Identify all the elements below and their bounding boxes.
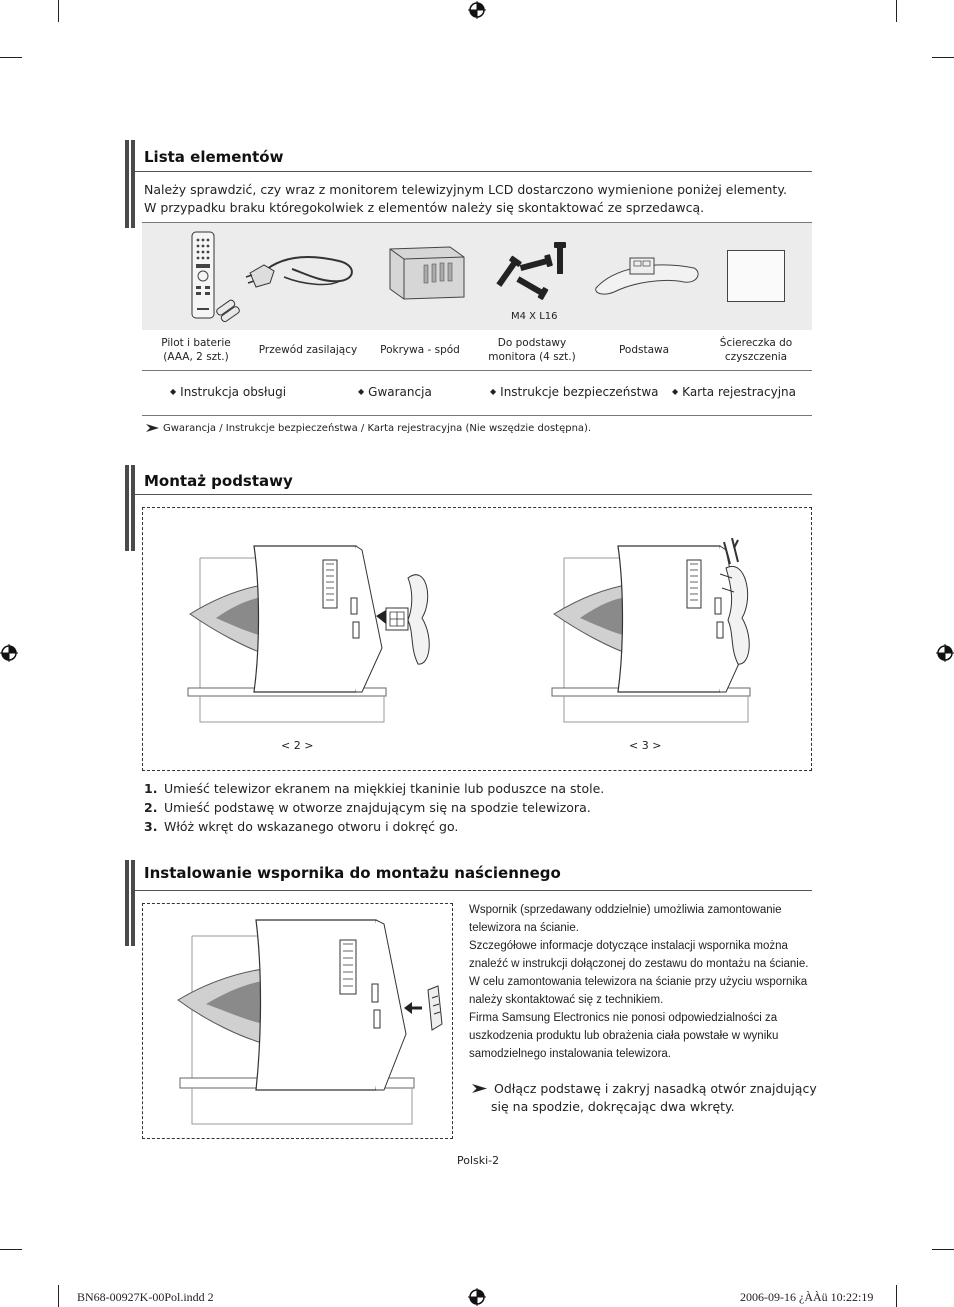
diamond-bullet-icon: ◆ xyxy=(672,387,679,396)
section-title-components: Lista elementów xyxy=(144,148,284,166)
registration-mark-icon xyxy=(936,644,954,662)
part-label-cloth: Ściereczka do czyszczenia xyxy=(719,337,793,363)
cleaning-cloth-icon xyxy=(727,250,785,302)
diamond-bullet-icon: ◆ xyxy=(170,387,177,396)
power-cord-icon xyxy=(244,243,364,293)
arrow-note-icon xyxy=(146,423,160,433)
registration-mark-icon xyxy=(468,1,486,19)
part-label-power-cord: Przewód zasilający xyxy=(258,344,358,356)
page-number: Polski-2 xyxy=(457,1154,500,1167)
step-item: 2. Umieść podstawę w otworze znajdującym się na spodzie telewizora. xyxy=(144,800,591,815)
part-label-screws: Do podstawy monitora (4 szt.) xyxy=(488,337,576,363)
components-intro-line1: Należy sprawdzić, czy wraz z monitorem telewizyjnym LCD dostarczono wymienione poniżej elementy. xyxy=(144,182,787,197)
documents-row xyxy=(142,370,812,416)
parts-illustration-band xyxy=(142,222,812,330)
figure-label-2: < 2 > xyxy=(281,739,314,752)
crop-mark xyxy=(0,1249,22,1250)
doc-item: ◆ Instrukcje bezpieczeństwa xyxy=(490,385,659,399)
stand-icon xyxy=(594,248,704,296)
crop-mark xyxy=(0,57,22,58)
section-marker xyxy=(125,465,135,551)
registration-mark-icon xyxy=(0,644,18,662)
crop-mark xyxy=(896,0,897,22)
doc-item: ◆ Karta rejestracyjna xyxy=(672,385,796,399)
section-rule xyxy=(135,890,812,891)
screw-spec-label: M4 X L16 xyxy=(511,311,558,322)
remote-control-icon xyxy=(186,230,242,322)
crop-mark xyxy=(932,57,954,58)
part-label-remote: Pilot i baterie (AAA, 2 szt.) xyxy=(161,337,231,363)
step-item: 3. Włóż wkręt do wskazanego otworu i dokręć go. xyxy=(144,819,459,834)
doc-item: ◆ Instrukcja obsługi xyxy=(170,385,287,399)
diamond-bullet-icon: ◆ xyxy=(358,387,365,396)
step-item: 1. Umieść telewizor ekranem na miękkiej tkaninie lub poduszce na stole. xyxy=(144,781,605,796)
screws-icon xyxy=(490,240,576,302)
footer-timestamp: 2006-09-16 ¿ÀÀü 10:22:19 xyxy=(740,1290,874,1304)
doc-item: ◆ Gwarancja xyxy=(358,385,432,399)
availability-note: Gwarancja / Instrukcje bezpieczeństwa / Karta rejestracyjna (Nie wszędzie dostępna). xyxy=(163,423,592,434)
part-label-stand: Podstawa xyxy=(618,344,670,356)
bottom-cover-icon xyxy=(384,243,470,301)
stand-screwing-illustration xyxy=(550,538,800,724)
crop-mark xyxy=(58,0,59,22)
part-label-cover: Pokrywa - spód xyxy=(380,344,460,356)
wall-mount-description: Wspornik (sprzedawany oddzielnie) umożliwia zamontowanie telewizora na ścianie. Szczegółowe informacje dotyczące instalacji wspornika można znaleźć w instrukcji dołączonej do zestawu do montażu na ścianie. W celu zamontowania telewizora na ścianie przy użyciu wspornika należy skontaktować się z technikiem. Firma Samsung Electronics nie ponosi odpowiedzialności za uszkodzenia produktu lub obrażenia ciała powstałe w wyniku samodzielnego instalowania telewizora. xyxy=(469,904,809,1060)
footer-filename: BN68-00927K-00Pol.indd 2 xyxy=(77,1290,214,1304)
crop-mark xyxy=(896,1285,897,1307)
figure-label-3: < 3 > xyxy=(629,739,662,752)
section-marker xyxy=(125,140,135,228)
section-title-wall-mount: Instalowanie wspornika do montażu naściennego xyxy=(144,864,561,882)
registration-mark-icon xyxy=(468,1288,486,1306)
wall-note-line2: się na spodzie, dokręcając dwa wkręty. xyxy=(491,1099,735,1114)
components-intro-line2: W przypadku braku któregokolwiek z elementów należy się skontaktować ze sprzedawcą. xyxy=(144,200,705,215)
crop-mark xyxy=(58,1285,59,1307)
section-title-stand: Montaż podstawy xyxy=(144,472,293,490)
arrow-note-icon xyxy=(472,1083,488,1094)
wall-note-line1: Odłącz podstawę i zakryj nasadką otwór znajdujący xyxy=(494,1081,817,1096)
crop-mark xyxy=(932,1249,954,1250)
section-rule xyxy=(135,494,812,495)
wall-mount-illustration xyxy=(176,914,446,1128)
section-marker xyxy=(125,860,135,946)
stand-assembly-illustration xyxy=(186,538,436,724)
diamond-bullet-icon: ◆ xyxy=(490,387,497,396)
section-rule xyxy=(135,171,812,172)
